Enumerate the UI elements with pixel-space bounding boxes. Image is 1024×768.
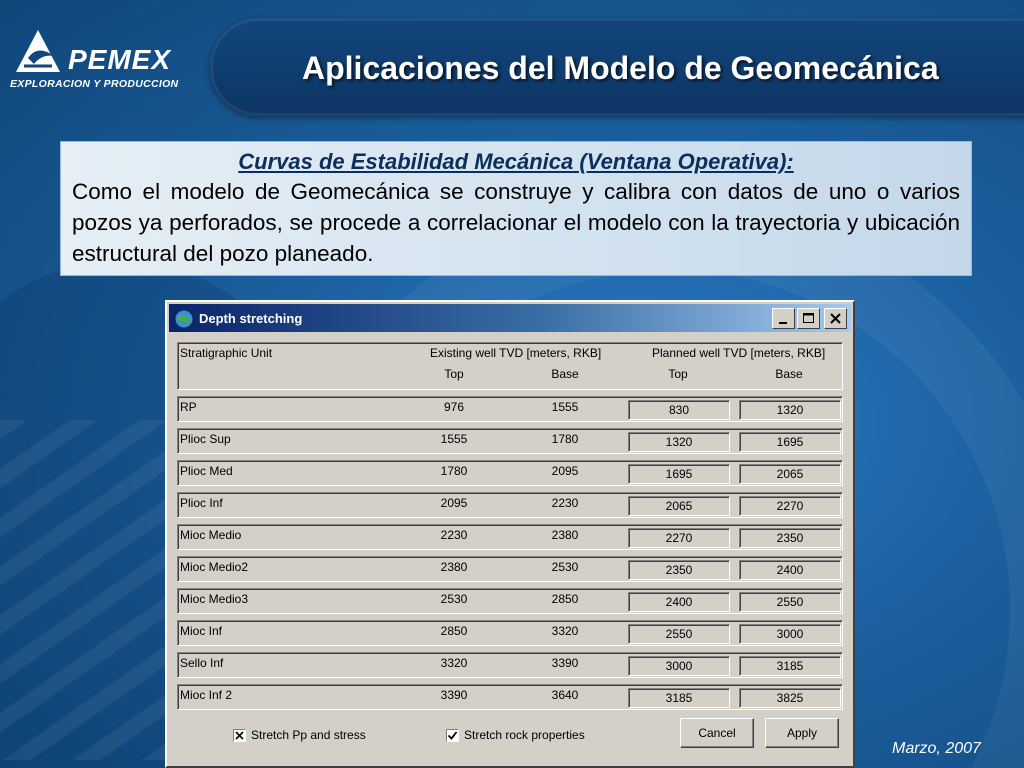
existing-base: 2380 bbox=[551, 528, 579, 542]
existing-base: 3320 bbox=[551, 624, 579, 638]
table-row bbox=[177, 396, 843, 422]
x-mark-icon bbox=[234, 730, 245, 741]
table-row bbox=[177, 588, 843, 614]
unit-name: Mioc Inf 2 bbox=[180, 688, 233, 702]
planned-top-input[interactable]: 2350 bbox=[628, 560, 730, 580]
stretch-pp-check-box[interactable] bbox=[233, 729, 246, 742]
column-header-existing: Existing well TVD [meters, RKB] bbox=[430, 346, 602, 360]
existing-top: 976 bbox=[443, 400, 465, 414]
planned-top-input[interactable]: 1695 bbox=[628, 464, 730, 484]
planned-top-input[interactable]: 3000 bbox=[628, 656, 730, 676]
existing-top: 2230 bbox=[440, 528, 468, 542]
stretch-rock-label: Stretch rock properties bbox=[464, 728, 585, 742]
pemex-eagle-icon bbox=[10, 28, 66, 76]
table-header bbox=[177, 342, 843, 390]
minimize-button[interactable] bbox=[772, 308, 795, 329]
planned-base-input[interactable]: 2065 bbox=[739, 464, 841, 484]
table-row bbox=[177, 428, 843, 454]
existing-base: 2850 bbox=[551, 592, 579, 606]
planned-top-input[interactable]: 2065 bbox=[628, 496, 730, 516]
planned-top-input[interactable]: 830 bbox=[628, 400, 730, 420]
info-heading: Curvas de Estabilidad Mecánica (Ventana Operativa): bbox=[238, 149, 794, 174]
existing-base: 3640 bbox=[551, 688, 579, 702]
depth-stretching-dialog bbox=[165, 300, 855, 768]
unit-name: Mioc Medio3 bbox=[180, 592, 249, 606]
existing-top: 2530 bbox=[440, 592, 468, 606]
existing-top: 2850 bbox=[440, 624, 468, 638]
unit-name: Plioc Inf bbox=[180, 496, 223, 510]
existing-top: 2380 bbox=[440, 560, 468, 574]
maximize-button[interactable] bbox=[797, 308, 820, 329]
column-header-existing-top: Top bbox=[444, 367, 464, 381]
unit-name: Plioc Sup bbox=[180, 432, 231, 446]
unit-name: Plioc Med bbox=[180, 464, 233, 478]
maximize-icon bbox=[802, 312, 816, 326]
planned-base-input[interactable]: 3000 bbox=[739, 624, 841, 644]
existing-base: 1780 bbox=[551, 432, 579, 446]
existing-base: 2230 bbox=[551, 496, 579, 510]
unit-name: Mioc Medio2 bbox=[180, 560, 249, 574]
column-header-unit: Stratigraphic Unit bbox=[180, 346, 273, 360]
stretch-pp-label: Stretch Pp and stress bbox=[251, 728, 366, 742]
unit-name: RP bbox=[180, 400, 197, 414]
existing-base: 1555 bbox=[551, 400, 579, 414]
close-button[interactable] bbox=[824, 308, 847, 329]
table-row bbox=[177, 492, 843, 518]
planned-base-input[interactable]: 1320 bbox=[739, 400, 841, 420]
planned-base-input[interactable]: 1695 bbox=[739, 432, 841, 452]
planned-base-input[interactable]: 3185 bbox=[739, 656, 841, 676]
planned-base-input[interactable]: 2400 bbox=[739, 560, 841, 580]
unit-name: Mioc Inf bbox=[180, 624, 223, 638]
logo-wordmark: PEMEX bbox=[68, 44, 172, 75]
background-stripes bbox=[0, 420, 170, 760]
unit-name: Sello Inf bbox=[180, 656, 224, 670]
stretch-rock-check-box[interactable] bbox=[446, 729, 459, 742]
table-row bbox=[177, 652, 843, 678]
stretch-pp-checkbox[interactable] bbox=[233, 728, 423, 744]
planned-base-input[interactable]: 3825 bbox=[739, 688, 841, 708]
apply-button[interactable]: Apply bbox=[765, 718, 839, 748]
existing-base: 2095 bbox=[551, 464, 579, 478]
existing-base: 3390 bbox=[551, 656, 579, 670]
planned-base-input[interactable]: 2270 bbox=[739, 496, 841, 516]
column-header-planned-base: Base bbox=[775, 367, 803, 381]
cancel-button[interactable]: Cancel bbox=[680, 718, 754, 748]
dialog-title: Depth stretching bbox=[199, 311, 303, 326]
planned-base-input[interactable]: 2350 bbox=[739, 528, 841, 548]
existing-base: 2530 bbox=[551, 560, 579, 574]
planned-top-input[interactable]: 2400 bbox=[628, 592, 730, 612]
table-row bbox=[177, 556, 843, 582]
dialog-title-bar[interactable] bbox=[169, 304, 851, 332]
globe-icon bbox=[173, 308, 195, 330]
planned-top-input[interactable]: 1320 bbox=[628, 432, 730, 452]
table-row bbox=[177, 460, 843, 486]
pemex-logo bbox=[8, 26, 203, 96]
existing-top: 3320 bbox=[440, 656, 468, 670]
existing-top: 1555 bbox=[440, 432, 468, 446]
existing-top: 2095 bbox=[440, 496, 468, 510]
planned-base-input[interactable]: 2550 bbox=[739, 592, 841, 612]
minimize-icon bbox=[777, 312, 791, 326]
planned-top-input[interactable]: 2270 bbox=[628, 528, 730, 548]
check-mark-icon bbox=[447, 730, 458, 741]
column-header-planned-top: Top bbox=[668, 367, 688, 381]
planned-top-input[interactable]: 2550 bbox=[628, 624, 730, 644]
existing-top: 3390 bbox=[440, 688, 468, 702]
column-header-existing-base: Base bbox=[551, 367, 579, 381]
stretch-rock-checkbox[interactable] bbox=[446, 728, 646, 744]
info-box bbox=[60, 141, 972, 276]
existing-top: 1780 bbox=[440, 464, 468, 478]
info-body: Como el modelo de Geomecánica se construye y calibra con datos de uno o varios pozos ya perforados, se procede a correlacionar el modelo con la trayectoria y ubicación estructural del pozo planeado. bbox=[72, 179, 960, 266]
planned-top-input[interactable]: 3185 bbox=[628, 688, 730, 708]
table-row bbox=[177, 684, 843, 710]
close-icon bbox=[829, 312, 843, 326]
logo-subtitle: EXPLORACION Y PRODUCCION bbox=[10, 78, 179, 90]
unit-name: Mioc Medio bbox=[180, 528, 242, 542]
page-title: Aplicaciones del Modelo de Geomecánica bbox=[302, 50, 939, 86]
footer-date: Marzo, 2007 bbox=[892, 740, 981, 757]
table-row bbox=[177, 620, 843, 646]
column-header-planned: Planned well TVD [meters, RKB] bbox=[652, 346, 826, 360]
table-row bbox=[177, 524, 843, 550]
